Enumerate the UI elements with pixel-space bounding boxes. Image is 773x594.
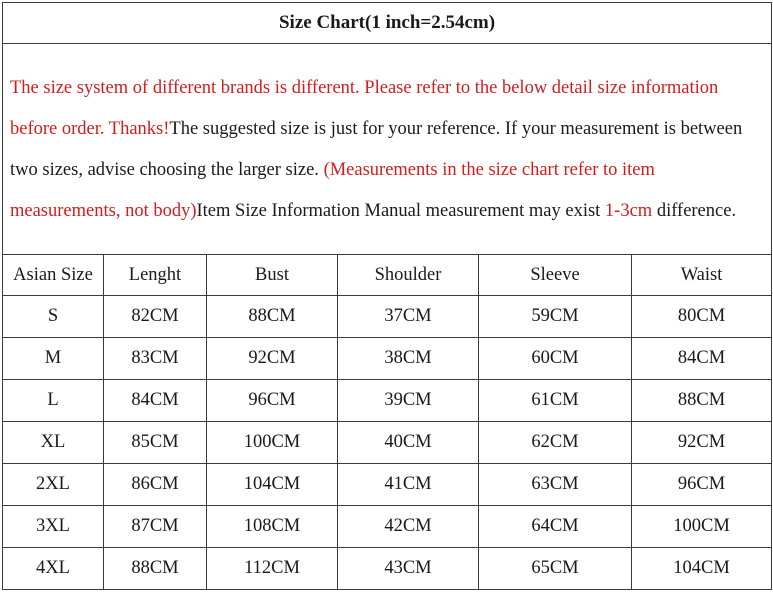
size-label-cell: M bbox=[3, 338, 104, 380]
column-header-lenght: Lenght bbox=[104, 255, 207, 296]
size-label-cell: 3XL bbox=[3, 506, 104, 548]
measurement-cell: 82CM bbox=[104, 296, 207, 338]
suggestion-text: The suggested size is just for your reference. If your measurement is between two sizes, advise choosing the larger size. bbox=[10, 118, 743, 180]
measurement-cell: 41CM bbox=[338, 464, 479, 506]
difference-range: 1-3cm bbox=[604, 200, 653, 221]
size-label-cell: 4XL bbox=[3, 548, 104, 590]
size-label-cell: XL bbox=[3, 422, 104, 464]
measurement-cell: 40CM bbox=[338, 422, 479, 464]
size-info-notice bbox=[3, 44, 772, 255]
measurement-cell: 96CM bbox=[207, 380, 338, 422]
column-header-shoulder: Shoulder bbox=[338, 255, 479, 296]
measurement-cell: 88CM bbox=[207, 296, 338, 338]
table-header-row bbox=[3, 255, 772, 296]
measurement-cell: 84CM bbox=[104, 380, 207, 422]
size-label-cell: 2XL bbox=[3, 464, 104, 506]
measurement-cell: 104CM bbox=[632, 548, 772, 590]
column-header-asian-size: Asian Size bbox=[3, 255, 104, 296]
table-row bbox=[3, 296, 772, 338]
measurement-cell: 108CM bbox=[207, 506, 338, 548]
column-header-sleeve: Sleeve bbox=[479, 255, 632, 296]
measurement-cell: 38CM bbox=[338, 338, 479, 380]
measurement-cell: 92CM bbox=[207, 338, 338, 380]
table-row bbox=[3, 338, 772, 380]
size-chart-title: Size Chart(1 inch=2.54cm) bbox=[3, 3, 772, 44]
table-body bbox=[3, 296, 772, 590]
measurement-cell: 42CM bbox=[338, 506, 479, 548]
measurement-cell: 39CM bbox=[338, 380, 479, 422]
measurement-cell: 84CM bbox=[632, 338, 772, 380]
info-row bbox=[3, 44, 772, 255]
measurement-cell: 96CM bbox=[632, 464, 772, 506]
measurement-cell: 85CM bbox=[104, 422, 207, 464]
measurement-cell: 43CM bbox=[338, 548, 479, 590]
measurement-cell: 88CM bbox=[632, 380, 772, 422]
measurement-cell: 104CM bbox=[207, 464, 338, 506]
size-info-text bbox=[10, 68, 765, 232]
measurement-cell: 112CM bbox=[207, 548, 338, 590]
measurement-cell: 63CM bbox=[479, 464, 632, 506]
measurement-cell: 37CM bbox=[338, 296, 479, 338]
measurement-cell: 83CM bbox=[104, 338, 207, 380]
measurement-cell: 92CM bbox=[632, 422, 772, 464]
size-label-cell: S bbox=[3, 296, 104, 338]
difference-text: difference. bbox=[652, 200, 737, 221]
measurement-note: (Measurements in the size chart refer to item measurements, not body) bbox=[10, 159, 655, 221]
measurement-cell: 60CM bbox=[479, 338, 632, 380]
column-header-bust: Bust bbox=[207, 255, 338, 296]
table-row bbox=[3, 464, 772, 506]
table-row bbox=[3, 548, 772, 590]
title-row bbox=[3, 3, 772, 44]
measurement-cell: 100CM bbox=[632, 506, 772, 548]
measurement-cell: 65CM bbox=[479, 548, 632, 590]
measurement-cell: 100CM bbox=[207, 422, 338, 464]
size-chart-table bbox=[2, 2, 772, 590]
measurement-cell: 87CM bbox=[104, 506, 207, 548]
measurement-cell: 61CM bbox=[479, 380, 632, 422]
table-row bbox=[3, 422, 772, 464]
manual-measurement-text: Item Size Information Manual measurement may exist bbox=[196, 200, 605, 221]
measurement-cell: 64CM bbox=[479, 506, 632, 548]
brand-size-warning: The size system of different brands is different. Please refer to the below detail size information before order. Thanks! bbox=[10, 77, 719, 139]
column-header-waist: Waist bbox=[632, 255, 772, 296]
size-label-cell: L bbox=[3, 380, 104, 422]
measurement-cell: 62CM bbox=[479, 422, 632, 464]
measurement-cell: 59CM bbox=[479, 296, 632, 338]
table-row bbox=[3, 506, 772, 548]
measurement-cell: 88CM bbox=[104, 548, 207, 590]
table-row bbox=[3, 380, 772, 422]
measurement-cell: 86CM bbox=[104, 464, 207, 506]
measurement-cell: 80CM bbox=[632, 296, 772, 338]
